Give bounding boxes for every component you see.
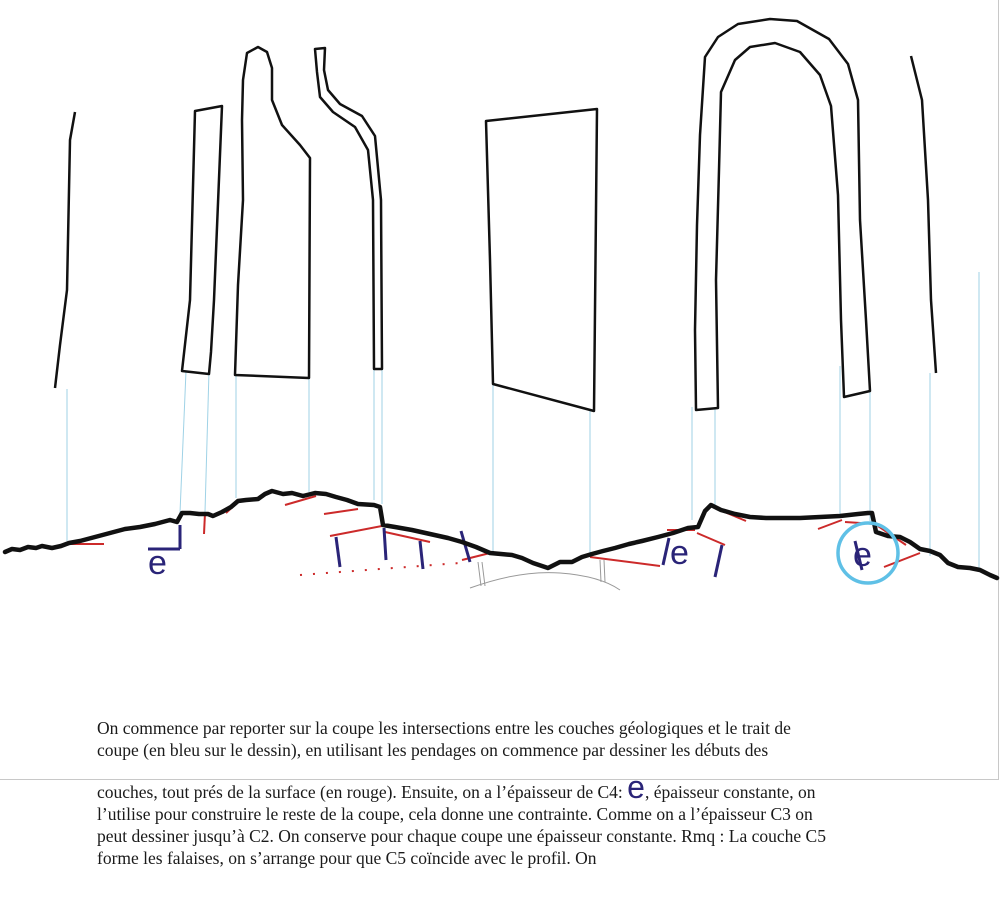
lower-construction-lines	[470, 560, 620, 590]
thickness-label-2: e	[670, 534, 689, 572]
thickness-symbol: e	[627, 769, 645, 805]
thickness-markers	[148, 525, 862, 577]
thickness-label-1: e	[148, 544, 167, 582]
outcrop-block-5	[486, 109, 597, 411]
caption-paragraph	[97, 769, 977, 869]
caption-line-6: forme les falaises, on s’arrange pour que C5 coïncide avec le profil. On	[97, 848, 597, 868]
outcrop-line-1	[55, 112, 75, 388]
layer-start-segments	[68, 496, 920, 575]
outcrop-arch-6	[695, 19, 870, 410]
caption-line-2: coupe (en bleu sur le dessin), en utilisant les pendages on commence par dessiner les débuts des	[97, 740, 769, 760]
caption-line-4: l’utilise pour construire le reste de la coupe, cela donne une contrainte. Comme on a l’épaisseur C3 on	[97, 804, 813, 824]
outcrop-block-3	[235, 47, 310, 378]
caption-line-3: couches, tout prés de la surface (en rouge). Ensuite, on a l’épaisseur de C4: e, épaisseur constante, on	[97, 769, 816, 805]
outcrop-outlines	[55, 19, 936, 411]
outcrop-strip-2	[182, 106, 222, 374]
caption-line-1: On commence par reporter sur la coupe les intersections entre les couches géologiques et le trait de	[97, 718, 791, 738]
outcrop-line-7	[911, 56, 936, 373]
thickness-label-3: e	[853, 536, 872, 574]
caption-line-5: peut dessiner jusqu’à C2. On conserve pour chaque coupe une épaisseur constante. Rmq : La couche C5	[97, 826, 826, 846]
outcrop-strip-4	[315, 48, 382, 369]
